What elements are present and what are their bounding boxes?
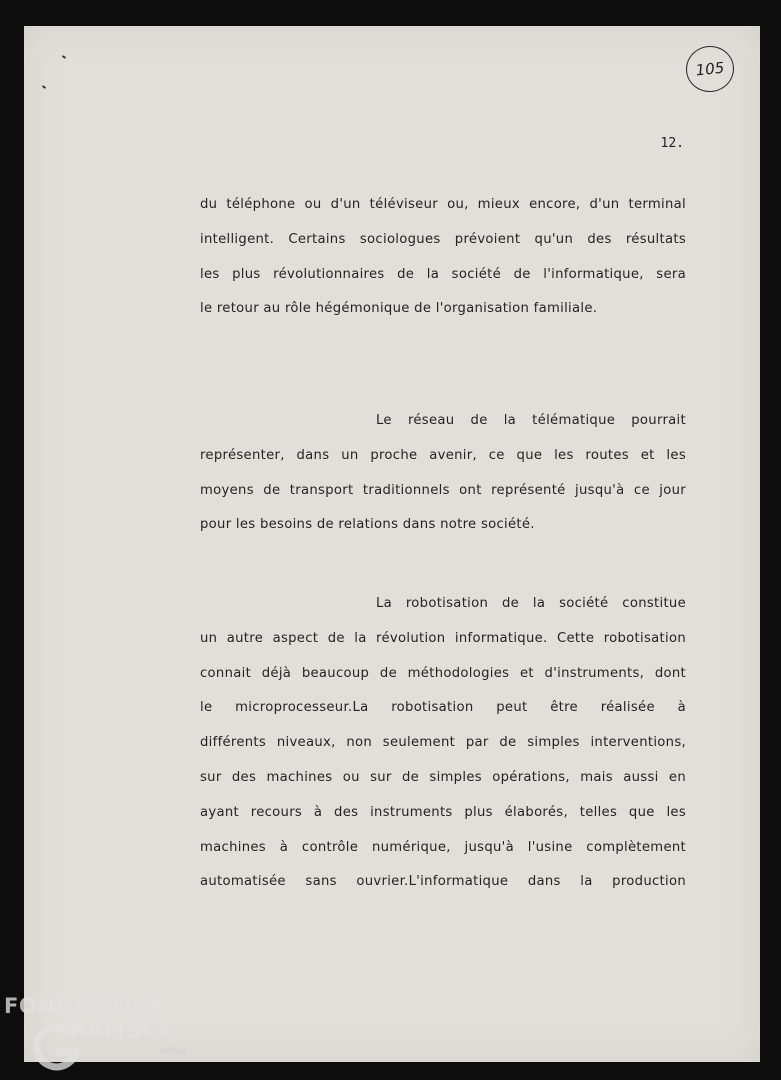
text-line: le microprocesseur.La robotisation peut être réalisée à <box>200 700 686 716</box>
paragraph-1 <box>200 188 686 327</box>
fondazione-gramsci-watermark <box>4 994 204 1074</box>
text-line: automatisée sans ouvrier.L'informatique dans la production <box>200 874 686 890</box>
document-page <box>24 26 760 1062</box>
text-line: moyens de transport traditionnels ont représenté jusqu'à ce jour <box>200 482 686 498</box>
text-line: représenter, dans un proche avenir, ce que les routes et les <box>200 447 686 463</box>
folio-annotation: 105 <box>684 44 737 95</box>
paragraph-2 <box>200 404 686 543</box>
watermark-line-2: RAMSCI <box>70 1018 168 1042</box>
text-line: le retour au rôle hégémonique de l'organisation familiale. <box>200 301 598 317</box>
text-line: connait déjà beaucoup de méthodologies et d'instruments, dont <box>200 665 686 681</box>
paragraph-3 <box>200 587 686 900</box>
text-line: La robotisation de la société constitue <box>376 596 686 611</box>
text-line: du téléphone ou d'un téléviseur ou, mieux encore, d'un terminal <box>200 197 686 212</box>
watermark-line-3: onlus <box>160 1046 187 1057</box>
text-line: ayant recours à des instruments plus élaborés, telles que les <box>200 804 686 820</box>
text-line: machines à contrôle numérique, jusqu'à l'usine complètement <box>200 839 686 855</box>
text-line: intelligent. Certains sociologues prévoient qu'un des résultats <box>200 231 686 247</box>
text-line: différents niveaux, non seulement par de simples interventions, <box>200 735 686 751</box>
paper-speck <box>62 55 66 59</box>
text-line: Le réseau de la télématique pourrait <box>376 413 686 428</box>
paper-speck <box>42 85 46 89</box>
text-line: un autre aspect de la révolution informatique. Cette robotisation <box>200 630 686 646</box>
text-line: pour les besoins de relations dans notre société. <box>200 517 535 533</box>
watermark-line-1: FONDAZIONE <box>4 994 166 1018</box>
text-line: sur des machines ou sur de simples opérations, mais aussi en <box>200 769 686 785</box>
page-number: 12. <box>660 136 684 151</box>
text-line: les plus révolutionnaires de la société de l'informatique, sera <box>200 266 686 282</box>
